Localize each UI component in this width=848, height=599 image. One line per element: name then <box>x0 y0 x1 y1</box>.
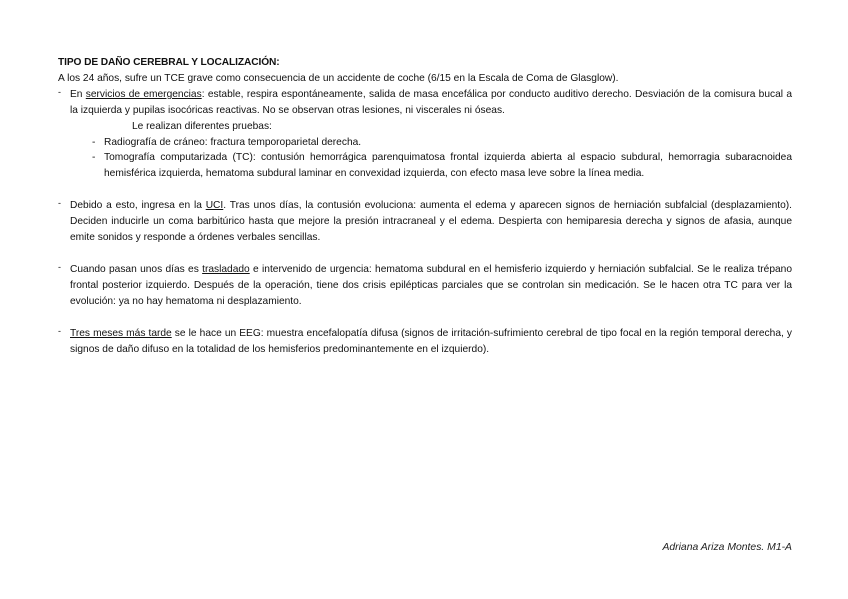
paragraph-text: se le hace un EEG: muestra encefalopatía difusa (signos de irritación-sufrimiento cerebral de tipo focal en la región temporal derecha, y signos de daño difuso en la totalidad de los hemisferios predominantemente en el izquierdo). <box>70 327 792 355</box>
underlined-term: UCI <box>205 200 224 212</box>
paragraph-text: . Tras unos días, la contusión evoluciona: aumenta el edema y aparecen signos de herniación subfalcial (desplazamiento). Deciden inducirle un coma barbitúrico hasta que mejore la presión intracraneal y el edema. Despierta con hemiparesia derecha y signos de afasia, aunque emite sonidos y responde a órdenes verbales sencillas. <box>70 200 792 244</box>
prueba-item <box>58 150 792 182</box>
spacer <box>58 182 792 198</box>
pruebas-intro: Le realizan diferentes pruebas: <box>132 120 272 132</box>
paragraph-text: e intervenido de urgencia: hematoma subdural en el hemisferio izquierdo y herniación subfalcial. Se le realiza trépano frontal posterior izquierdo. Después de la operación, tiene dos crisis epilépticas parciales que se controlan sin medicación. Se le hacen otra TC para ver la evolución: ya no hay hematoma ni desplazamiento. <box>70 263 793 307</box>
prueba-text: Radiografía de cráneo: fractura temporoparietal derecha. <box>104 136 362 148</box>
paragraph-trasladado <box>58 262 792 310</box>
author-signature: Adriana Ariza Montes. M1-A <box>662 542 792 553</box>
intro-paragraph: A los 24 años, sufre un TCE grave como consecuencia de un accidente de coche (6/15 en la Escala de Coma de Glasglow). <box>58 72 619 84</box>
dash-bullet: - <box>58 86 61 97</box>
sub-bullet: - <box>92 152 96 164</box>
paragraph-eeg <box>58 326 792 358</box>
dash-bullet: - <box>58 325 61 336</box>
spacer <box>58 246 792 262</box>
paragraph-text: : estable, respira espontáneamente, salida de masa encefálica por conducto auditivo derecho. Desviación de la comisura bucal a la izquierda y pupilas isocóricas reactivas. No se observan otras lesiones, ni viscerales ni óseas. <box>70 88 792 116</box>
underlined-term: Tres meses más tarde <box>70 327 172 339</box>
dash-bullet: - <box>58 198 61 209</box>
document-title: TIPO DE DAÑO CEREBRAL Y LOCALIZACIÓN: <box>58 57 280 68</box>
sub-bullet: - <box>92 136 96 148</box>
underlined-term: trasladado <box>202 263 250 275</box>
paragraph-emergencias <box>58 87 792 119</box>
paragraph-lead: Debido a esto, ingresa en la <box>70 200 206 212</box>
paragraph-lead: Cuando pasan unos días es <box>70 263 203 275</box>
prueba-item <box>58 135 792 151</box>
document-body <box>58 55 792 358</box>
prueba-text: Tomografía computarizada (TC): contusión hemorrágica parenquimatosa frontal izquierda abierta al espacio subdural, hemorragia subaracnoidea hemisférica izquierda, hematoma subdural laminar en convexidad izquierda, con efecto masa leve sobre la línea media. <box>104 152 792 180</box>
paragraph-lead: En <box>70 88 86 100</box>
underlined-term: servicios de emergencias <box>85 88 202 100</box>
paragraph-uci <box>58 198 792 246</box>
dash-bullet: - <box>58 261 61 272</box>
spacer <box>58 310 792 326</box>
